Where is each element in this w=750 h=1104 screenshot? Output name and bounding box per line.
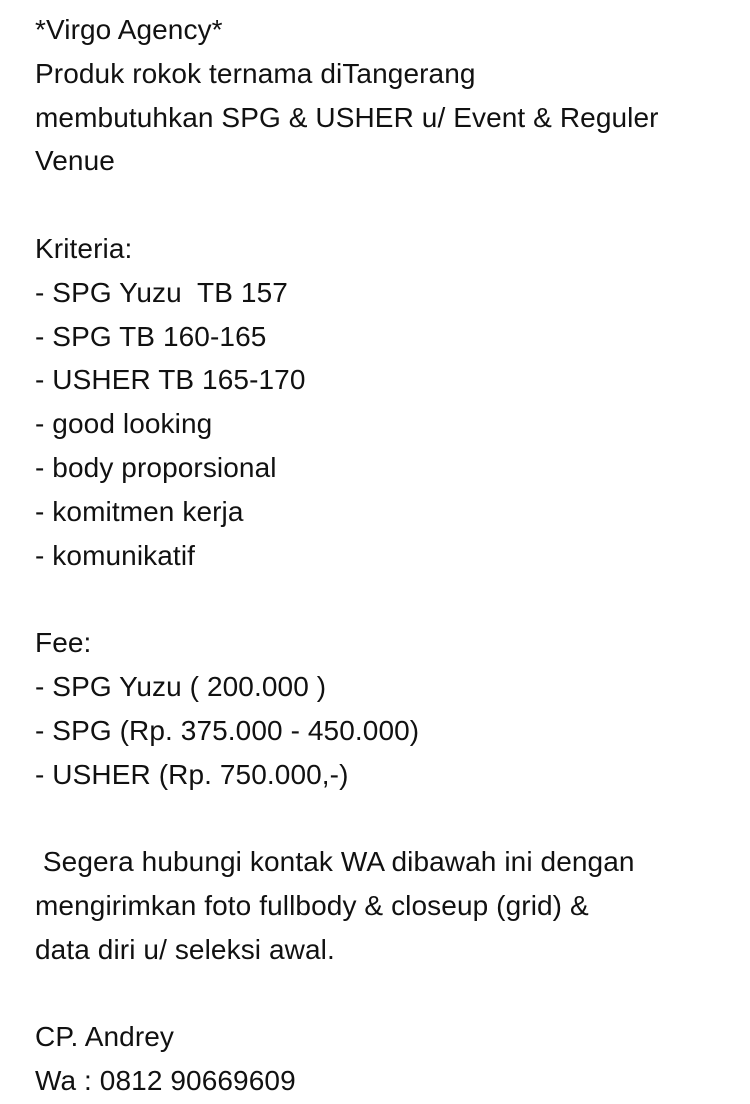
header-line: Venue	[35, 145, 115, 177]
fee-item: - SPG Yuzu ( 200.000 )	[35, 670, 327, 702]
contact-phone: Wa : 0812 90669609	[35, 1065, 296, 1097]
criteria-item: - USHER TB 165-170	[35, 364, 306, 396]
fee-section	[35, 621, 735, 796]
header-section	[35, 8, 735, 183]
job-posting-note	[35, 8, 735, 1103]
fee-heading: Fee:	[35, 627, 92, 659]
instruction-line: Segera hubungi kontak WA dibawah ini dengan	[35, 846, 635, 878]
criteria-section	[35, 227, 735, 577]
header-line: membutuhkan SPG & USHER u/ Event & Reguler	[35, 101, 659, 133]
instruction-line: mengirimkan foto fullbody & closeup (grid) &	[35, 889, 589, 921]
criteria-item: - komunikatif	[35, 539, 196, 571]
header-line: Produk rokok ternama diTangerang	[35, 57, 476, 89]
criteria-item: - good looking	[35, 408, 213, 440]
blank-line	[35, 796, 735, 840]
instruction-line: data diri u/ seleksi awal.	[35, 933, 335, 965]
criteria-item: - SPG TB 160-165	[35, 320, 267, 352]
contact-section	[35, 1015, 735, 1103]
criteria-item: - SPG Yuzu TB 157	[35, 276, 288, 308]
blank-line	[35, 577, 735, 621]
criteria-item: - komitmen kerja	[35, 495, 244, 527]
blank-line	[35, 972, 735, 1016]
criteria-item: - body proporsional	[35, 451, 277, 483]
criteria-heading: Kriteria:	[35, 232, 133, 264]
fee-item: - SPG (Rp. 375.000 - 450.000)	[35, 714, 420, 746]
contact-person: CP. Andrey	[35, 1021, 175, 1053]
agency-name: *Virgo Agency*	[35, 14, 223, 45]
blank-line	[35, 183, 735, 227]
instructions-section	[35, 840, 735, 971]
fee-item: - USHER (Rp. 750.000,-)	[35, 758, 349, 790]
